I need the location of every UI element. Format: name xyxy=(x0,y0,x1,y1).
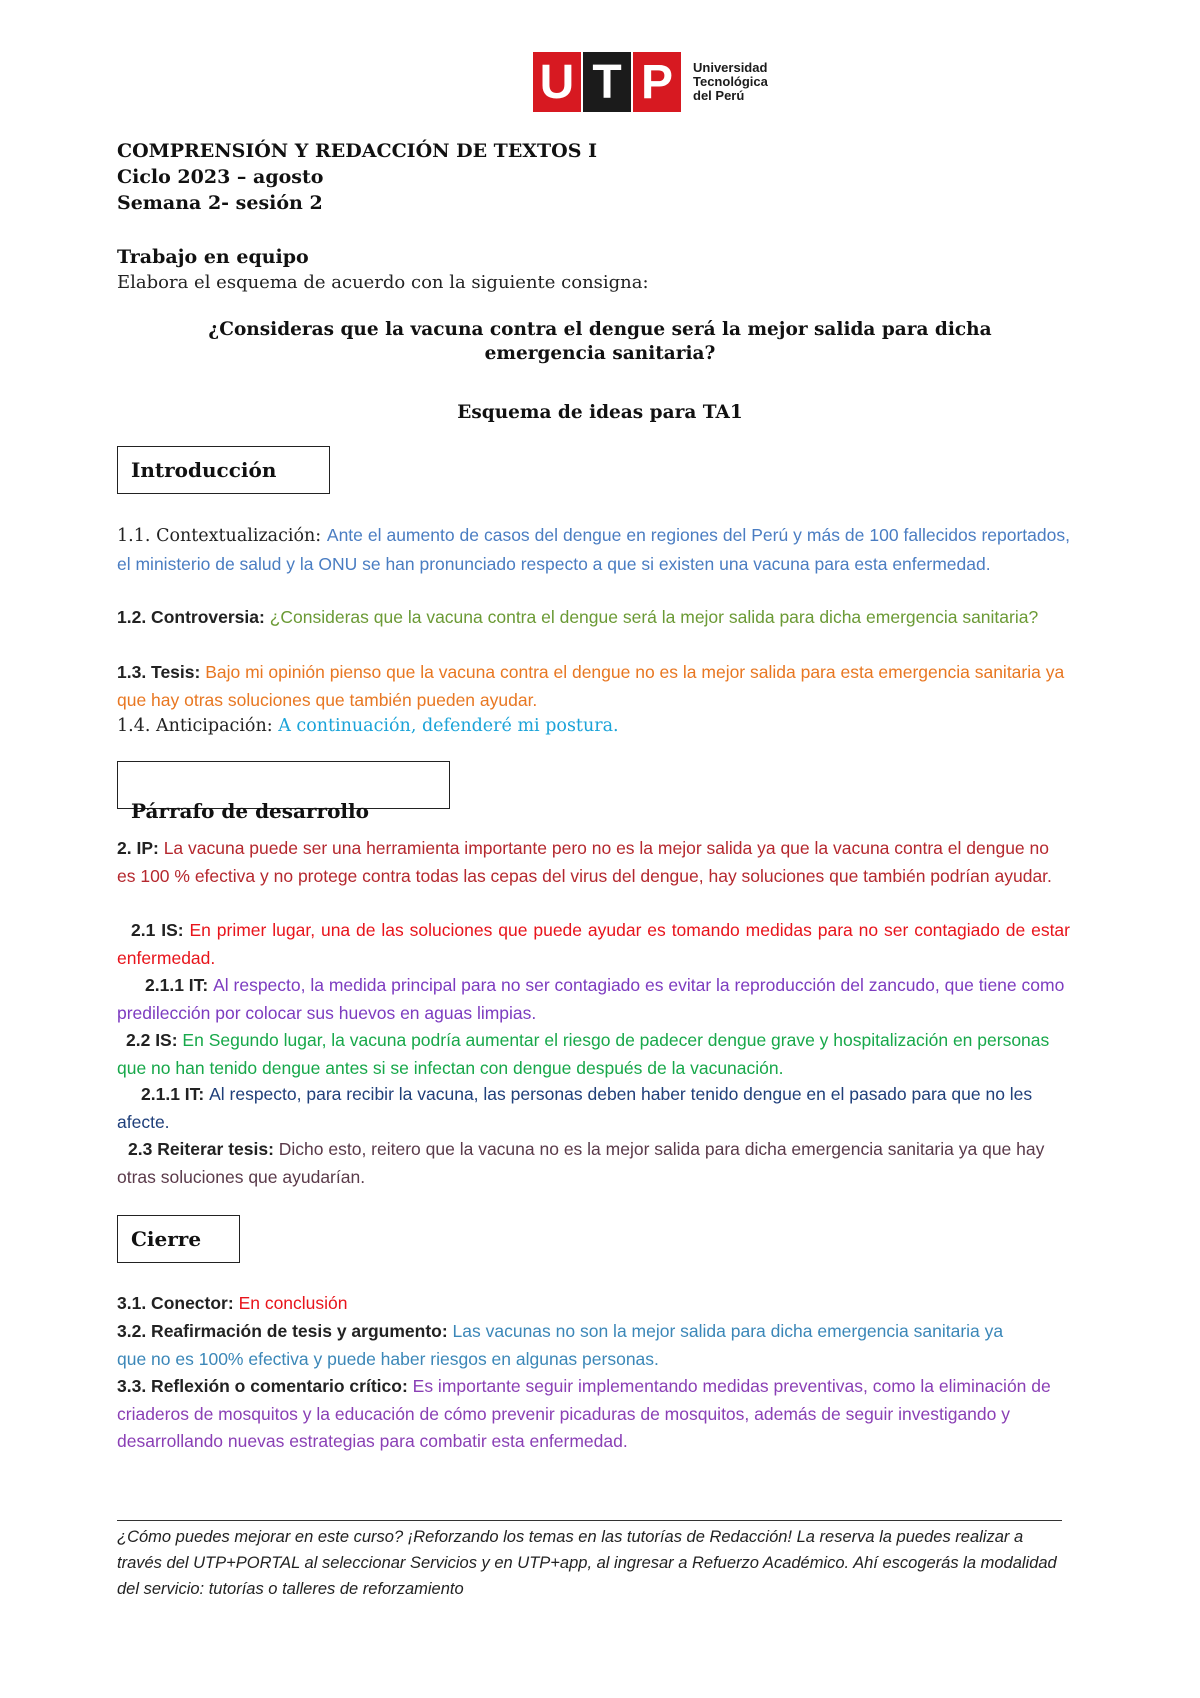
task-title: Trabajo en equipo xyxy=(117,246,309,268)
logo-letter-p: P xyxy=(633,52,681,112)
dev-item-it-1: 2.1.1 IT: Al respecto, la medida principal para no ser contagiado es evitar la reproducción del zancudo, que tiene como predilección por colocar sus huevos en aguas limpias. xyxy=(117,975,1065,1023)
dev-item-ip: 2. IP: La vacuna puede ser una herramienta importante pero no es la mejor salida ya que la vacuna contra el dengue no es 100 % efectiva y no protege contra todas las cepas del virus del dengue, hay soluciones que también podrían ayudar. xyxy=(117,838,1052,886)
intro-item-anticipacion: 1.4. Anticipación: A continuación, defenderé mi postura. xyxy=(117,716,619,736)
dev-item-reiterar-tesis: 2.3 Reiterar tesis: Dicho esto, reitero que la vacuna no es la mejor salida para dicha emergencia sanitaria ya que hay otras soluciones que ayudarían. xyxy=(117,1139,1045,1187)
closing-item-reafirmacion: 3.2. Reafirmación de tesis y argumento: Las vacunas no son la mejor salida para dicha emergencia sanitaria ya que no es 100% efectiva y puede haber riesgos en algunas personas. xyxy=(117,1321,1004,1369)
footer-divider xyxy=(117,1520,1062,1521)
intro-heading: Introducción xyxy=(131,458,277,482)
closing-item-conector: 3.1. Conector: En conclusión xyxy=(117,1293,348,1313)
logo-university-name: Universidad Tecnológica del Perú xyxy=(693,60,768,103)
task-instruction: Elabora el esquema de acuerdo con la siguiente consigna: xyxy=(117,272,649,293)
course-title: COMPRENSIÓN Y REDACCIÓN DE TEXTOS I xyxy=(117,140,597,162)
footer-note: ¿Cómo puedes mejorar en este curso? ¡Reforzando los temas en las tutorías de Redacción! La reserva la puedes realizar a través del UTP+PORTAL al seleccionar Servicios y en UTP+app, al ingresar a Refuerzo Académico. Ahí escogerás la modalidad del servicio: tutorías o talleres de reforzamiento xyxy=(117,1528,1057,1598)
guiding-question: ¿Consideras que la vacuna contra el dengue será la mejor salida para dicha emergencia sanitaria? xyxy=(208,319,992,364)
logo-letter-t: T xyxy=(583,52,631,112)
utp-logo xyxy=(533,52,768,112)
closing-heading: Cierre xyxy=(131,1227,202,1251)
intro-item-controversia: 1.2. Controversia: ¿Consideras que la vacuna contra el dengue será la mejor salida para dicha emergencia sanitaria? xyxy=(117,607,1039,627)
logo-letter-u: U xyxy=(533,52,581,112)
dev-item-it-2: 2.1.1 IT: Al respecto, para recibir la vacuna, las personas deben haber tenido dengue en el pasado para que no les afecte. xyxy=(117,1084,1033,1132)
cycle-label: Ciclo 2023 – agosto xyxy=(117,166,324,188)
scheme-title: Esquema de ideas para TA1 xyxy=(457,402,743,423)
intro-item-contextualizacion: 1.1. Contextualización: Ante el aumento de casos del dengue en regiones del Perú y más de 100 fallecidos reportados, el ministerio de salud y la ONU se han pronunciado respecto a que si existen una vacuna para esta enfermedad. xyxy=(117,525,1070,574)
week-label: Semana 2- sesión 2 xyxy=(117,192,323,214)
dev-item-is-2: 2.2 IS: En Segundo lugar, la vacuna podría aumentar el riesgo de padecer dengue grave y hospitalización en personas que no han tenido dengue antes si se infectan con dengue después de la vacunación. xyxy=(117,1030,1050,1078)
closing-item-reflexion: 3.3. Reflexión o comentario crítico: Es importante seguir implementando medidas preventivas, como la eliminación de criaderos de mosquitos y la educación de cómo prevenir picaduras de mosquitos, además de seguir investigando y desarrollando nuevas estrategias para combatir esta enfermedad. xyxy=(117,1376,1051,1451)
development-heading: Párrafo de desarrollo xyxy=(131,799,369,823)
dev-item-is-1: 2.1 IS: En primer lugar, una de las soluciones que puede ayudar es tomando medidas para no ser contagiado de estar enfermedad. xyxy=(117,920,1070,968)
intro-item-tesis: 1.3. Tesis: Bajo mi opinión pienso que la vacuna contra el dengue no es la mejor salida para esta emergencia sanitaria ya que hay otras soluciones que también pueden ayudar. xyxy=(117,662,1065,710)
